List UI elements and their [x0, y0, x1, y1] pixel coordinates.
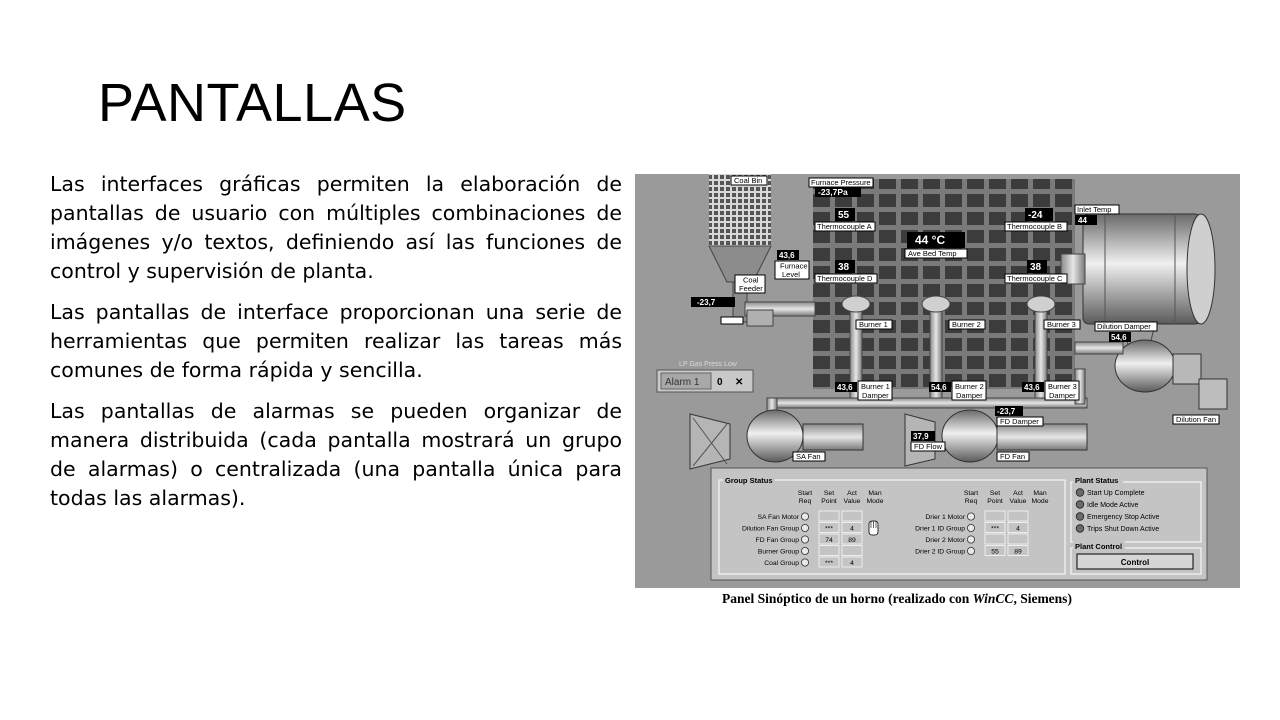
start-req-indicator[interactable]: [801, 524, 808, 531]
group-status-header: Act: [1013, 490, 1023, 497]
group-status-row-name: Drier 2 ID Group: [915, 548, 965, 556]
group-status-header: Start: [963, 490, 979, 497]
value-furnace-level: 43,6: [779, 251, 795, 260]
plant-status-item: Start Up Complete: [1087, 490, 1145, 497]
inlet-drum: [1083, 214, 1201, 324]
label-fd-damper: FD Damper: [1000, 417, 1039, 426]
group-status-header: Man: [1033, 490, 1047, 497]
group-status-header: Value: [843, 498, 861, 505]
value-b3-damper: 43,6: [1024, 383, 1040, 392]
group-status-header: Value: [1009, 498, 1027, 505]
group-status-header: Point: [821, 498, 837, 505]
group-status-header: Act: [847, 490, 857, 497]
paragraph-alarms: Las pantallas de alarmas se pueden organizar de manera distribuida (cada pantalla mostrará un grupo de alarmas) o centralizada (una pantalla única para todas las alarmas).: [50, 399, 622, 510]
group-status-row-name: FD Fan Group: [755, 537, 799, 544]
slide-body: [50, 170, 622, 525]
label-furnace-level-2: Level: [782, 270, 800, 279]
value-fd-flow: 37,9: [913, 432, 929, 441]
value-b2-damper: 54,6: [931, 383, 947, 392]
group-status-header: Man: [868, 490, 882, 497]
label-dilution-damper: Dilution Damper: [1097, 322, 1151, 331]
fd-fan: [942, 410, 998, 462]
value-alarm-count: 0: [717, 377, 723, 388]
group-status-row-name: SA Fan Motor: [757, 514, 799, 521]
label-sa-fan: SA Fan: [796, 452, 821, 461]
coal-feeder: [747, 310, 773, 326]
plant-status-item: Trips Shut Down Active: [1087, 526, 1160, 533]
control-button-label: Control: [1120, 558, 1150, 567]
start-req-indicator[interactable]: [801, 536, 808, 543]
value-thermocouple-a: 55: [838, 210, 850, 221]
group-status-header: Mode: [866, 498, 884, 505]
set-point-value: 55: [991, 548, 999, 556]
label-b2-damper-2: Damper: [956, 391, 983, 400]
label-burner-3: Burner 3: [1047, 320, 1076, 329]
label-b1-damper-2: Damper: [862, 391, 889, 400]
plant-status-lamp: [1076, 489, 1084, 497]
start-req-indicator[interactable]: [967, 536, 974, 543]
group-status-row-name: Drier 1 ID Group: [915, 525, 965, 533]
set-point-value: 74: [825, 537, 833, 544]
start-req-indicator[interactable]: [801, 513, 808, 520]
value-thermocouple-c: 38: [1030, 262, 1042, 273]
manual-mode-hand-icon[interactable]: [869, 521, 878, 535]
value-inlet-temp: 44: [1078, 216, 1087, 225]
set-point-value: ***: [991, 525, 999, 533]
label-plant-control: Plant Control: [1075, 542, 1123, 551]
label-thermocouple-d: Thermocouple D: [817, 274, 873, 283]
label-b3-damper-2: Damper: [1049, 391, 1076, 400]
caption-software: WinCC: [972, 591, 1014, 606]
alarm-close-icon[interactable]: ✕: [735, 377, 744, 388]
value-b1-damper: 43,6: [837, 383, 853, 392]
label-lp-gas: LP Gas Press Low: [679, 361, 737, 368]
label-fd-fan: FD Fan: [1000, 452, 1026, 461]
caption-before: Panel Sinóptico de un horno (realizado con: [722, 591, 973, 606]
label-furnace-level-1: Furnace: [780, 261, 808, 271]
label-dilution-fan: Dilution Fan: [1176, 415, 1217, 424]
label-coal-feeder-1: Coal: [743, 275, 759, 285]
value-furnace-pressure: -23,7Pa: [818, 187, 848, 197]
group-status-header: Set: [823, 490, 835, 497]
group-status-row-name: Drier 1 Motor: [925, 514, 965, 521]
figure-caption: [722, 591, 1072, 607]
label-inlet-temp: Inlet Temp: [1077, 205, 1112, 214]
group-status-row-name: Burner Group: [757, 548, 799, 556]
label-b2-damper-1: Burner 2: [955, 382, 984, 391]
caption-after: , Siemens): [1013, 591, 1072, 606]
paragraph-interfaces: Las interfaces gráficas permiten la elaboración de pantallas de usuario con múltiples combinaciones de imágenes y/o textos, definiendo así las funciones de control y supervisión de planta.: [50, 172, 622, 283]
scada-screenshot: [635, 174, 1240, 588]
act-value-value: 4: [1016, 525, 1020, 533]
group-status-header: Set: [989, 490, 1001, 497]
label-burner-1: Burner 1: [859, 320, 888, 329]
group-status-row-name: Dilution Fan Group: [741, 525, 799, 533]
label-group-status: Group Status: [725, 476, 773, 485]
plant-status-lamp: [1076, 501, 1084, 509]
set-point-value: ***: [825, 560, 833, 567]
label-fd-flow: FD Flow: [914, 442, 942, 451]
plant-status-item: Emergency Stop Active: [1087, 514, 1160, 521]
plant-status-lamp: [1076, 513, 1084, 521]
group-status-header: Req: [964, 498, 978, 505]
group-status-row-name: Coal Group: [764, 560, 799, 567]
group-status-header: Start: [797, 490, 813, 497]
label-thermocouple-a: Thermocouple A: [817, 222, 872, 231]
act-value-value: 4: [850, 560, 854, 567]
label-b3-damper-1: Burner 3: [1048, 382, 1077, 391]
value-thermocouple-d: 38: [838, 262, 850, 273]
label-furnace-pressure: Furnace Pressure: [811, 178, 871, 187]
label-alarm: Alarm 1: [665, 377, 700, 388]
start-req-indicator[interactable]: [801, 547, 808, 554]
value-thermocouple-b: -24: [1028, 210, 1043, 221]
group-status-header: Point: [987, 498, 1003, 505]
start-req-indicator[interactable]: [967, 547, 974, 554]
dilution-fan-motor: [1115, 340, 1175, 392]
label-burner-2: Burner 2: [952, 320, 981, 329]
plant-status-item: Idle Mode Active: [1087, 502, 1139, 509]
value-dilution-damper: 54,6: [1111, 333, 1127, 342]
paragraph-tools: Las pantallas de interface proporcionan una serie de herramientas que permiten realizar las tareas más comunes de forma rápida y sencilla.: [50, 300, 622, 382]
label-plant-status: Plant Status: [1075, 476, 1119, 485]
label-b1-damper-1: Burner 1: [861, 382, 890, 391]
label-thermocouple-c: Thermocouple C: [1007, 274, 1063, 283]
plant-status-lamp: [1076, 525, 1084, 533]
start-req-indicator[interactable]: [967, 524, 974, 531]
start-req-indicator[interactable]: [801, 559, 808, 566]
group-status-header: Req: [798, 498, 812, 505]
group-status-row-name: Drier 2 Motor: [925, 537, 965, 544]
start-req-indicator[interactable]: [967, 513, 974, 520]
label-thermocouple-b: Thermocouple B: [1007, 222, 1063, 231]
label-coal-bin: Coal Bin: [734, 176, 763, 185]
label-ave-bed-temp: Ave Bed Temp: [908, 249, 957, 258]
set-point-value: ***: [825, 525, 833, 533]
label-coal-feeder-2: Feeder: [739, 284, 763, 293]
value-ave-bed-temp: 44 °C: [915, 233, 946, 247]
value-coal-feeder: -23,7: [697, 298, 716, 307]
slide-title: PANTALLAS: [98, 73, 407, 133]
act-value-value: 89: [1014, 548, 1022, 556]
act-value-value: 89: [848, 537, 856, 544]
act-value-value: 4: [850, 525, 854, 533]
value-fd-damper: -23,7: [997, 407, 1016, 416]
group-status-header: Mode: [1031, 498, 1049, 505]
